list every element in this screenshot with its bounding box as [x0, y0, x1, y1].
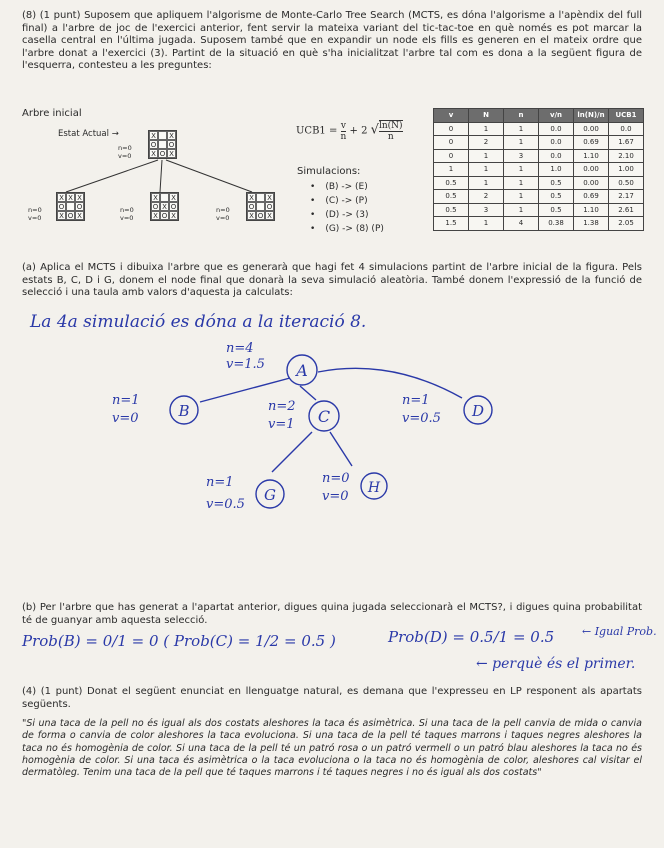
table-cell: 1.67 — [609, 136, 644, 150]
node-b-n: n=1 — [112, 393, 140, 408]
table-cell: 0 — [434, 122, 469, 136]
table-cell: 0.69 — [574, 190, 609, 204]
table-cell: 1 — [469, 163, 504, 177]
table-cell: 2.61 — [609, 203, 644, 217]
node-h-v: v=0 — [322, 489, 349, 504]
question-a: (a) Aplica el MCTS i dibuixa l'arbre que es generarà que hagi fet 4 simulacions partint de l'arbre inicial de la figura. Pels estats B, C, D i G, donem el node final que donarà la seva simulació aleatòria. També donem l'expressió de la funció de selecció i una taula amb valors d'aquesta ja calculats: — [22, 262, 642, 298]
table-cell: 3 — [469, 203, 504, 217]
table-cell: 2 — [469, 190, 504, 204]
ucb1-formula: UCB1 = $\frac{v}{n}$ + 2 √ $\frac{\ln(N)}{n}$ — [296, 120, 403, 142]
node-g-n: n=1 — [206, 475, 234, 490]
table-cell: 1 — [504, 163, 539, 177]
table-header: v — [434, 109, 469, 123]
table-cell: 1 — [504, 122, 539, 136]
table-cell: 1 — [504, 176, 539, 190]
node-c-n: n=2 — [268, 399, 296, 414]
table-cell: 0.5 — [434, 176, 469, 190]
answer-a-handwritten: La 4a simulació es dóna a la iteració 8. — [30, 312, 367, 332]
table-row — [434, 136, 644, 150]
table-cell: 1.5 — [434, 217, 469, 231]
simulation-item: • (B) -> (E) — [310, 180, 384, 194]
natural-language-quote: "Si una taca de la pell no és igual als dos costats aleshores la taca és asimètrica. Si una taca de la pell canvia de mida o canvia de forma o canvia de color aleshores la taca evoluciona. Si una taca de la pell té taques marrons i taques negres aleshores la taca no és homogènia de color. Si una taca de la pell té un patró rosa o un patró vermell o un patró blau aleshores la taca no és homogènia de color. Si una taca és asimètrica o la taca evoluciona o la taca no és homogènia de color, aleshores cal visitar el dermatòleg. Tenim una taca de la pell que té taques marrons i té taques negres i no és igual als dos costats" — [22, 718, 642, 779]
node-c-label: C — [317, 407, 331, 426]
answer-b-handwritten: Prob(B) = 0/1 = 0 ( Prob(C) = 1/2 = 0.5 ) — [22, 632, 336, 650]
simulation-item: • (C) -> (P) — [310, 194, 384, 208]
table-cell: 1 — [504, 190, 539, 204]
table-cell: 2.05 — [609, 217, 644, 231]
table-cell: 0 — [434, 149, 469, 163]
table-cell: 2.17 — [609, 190, 644, 204]
table-row — [434, 122, 644, 136]
node-h-label: H — [367, 480, 381, 496]
node-a-v: v=1.5 — [226, 357, 265, 372]
question-8-intro: (8) (1 punt) Suposem que apliquem l'algorisme de Monte-Carlo Tree Search (MCTS, es dóna l'algorisme a l'apèndix del full final) a l'arbre de joc de l'exercici anterior, fent servir la mateixa variant del tic-tac-toe en què només es pot marcar la casella central en l'última jugada. Suposem també que en expandir un node els fills es generen en el mateix ordre que l'arbre donat a l'exercici (3). Partint de la situació en què s'ha inicialitzat l'arbre tal com es dona a la següent figura de l'esquerra, contesteu a les preguntes: — [22, 10, 642, 71]
table-cell: 0.0 — [609, 122, 644, 136]
table-cell: 0.50 — [609, 176, 644, 190]
answer-d-handwritten: Prob(D) = 0.5/1 = 0.5 — [388, 628, 555, 646]
node-g-label: G — [264, 486, 276, 504]
table-cell: 0.0 — [539, 122, 574, 136]
table-header: UCB1 — [609, 109, 644, 123]
table-cell: 1 — [469, 122, 504, 136]
node-b-v: v=0 — [112, 411, 139, 426]
table-cell: 0.5 — [434, 203, 469, 217]
table-cell: 1 — [469, 149, 504, 163]
table-header: n — [504, 109, 539, 123]
table-cell: 3 — [504, 149, 539, 163]
child-board-c: X X O X O X O X — [150, 192, 179, 221]
mcts-result-tree — [0, 330, 664, 530]
child-board-d: X X O O X O X — [246, 192, 275, 221]
table-cell: 1 — [434, 163, 469, 177]
table-header: N — [469, 109, 504, 123]
table-header: ln(N)/n — [574, 109, 609, 123]
simulation-item: • (G) -> (8) (P) — [310, 222, 384, 236]
note-first: ← perquè és el primer. — [476, 656, 636, 672]
table-cell: 1.38 — [574, 217, 609, 231]
table-cell: 1 — [504, 203, 539, 217]
table-cell: 0.5 — [434, 190, 469, 204]
table-cell: 1.00 — [609, 163, 644, 177]
node-h-n: n=0 — [322, 471, 350, 486]
table-cell: 0.5 — [539, 190, 574, 204]
tree-label: Arbre inicial — [22, 108, 82, 119]
table-cell: 2 — [469, 136, 504, 150]
table-cell: 0.38 — [539, 217, 574, 231]
node-a-label: A — [296, 361, 308, 380]
child-stats-d: n=0 v=0 — [216, 206, 230, 222]
table-cell: 0.0 — [539, 136, 574, 150]
root-stats: n=0 v=0 — [118, 144, 132, 160]
table-body — [434, 122, 644, 230]
table-row — [434, 163, 644, 177]
table-row — [434, 176, 644, 190]
table-cell: 0.0 — [539, 149, 574, 163]
table-cell: 1.0 — [539, 163, 574, 177]
table-cell: 0.00 — [574, 122, 609, 136]
table-row — [434, 190, 644, 204]
child-board-b: X X X O O X O X — [56, 192, 85, 221]
table-cell: 1 — [469, 217, 504, 231]
child-stats-b: n=0 v=0 — [28, 206, 42, 222]
table-cell: 0.00 — [574, 163, 609, 177]
table-cell: 0.5 — [539, 176, 574, 190]
simulations-title: Simulacions: — [297, 166, 361, 177]
table-cell: 1.10 — [574, 149, 609, 163]
table-row — [434, 217, 644, 231]
question-4: (4) (1 punt) Donat el següent enunciat en llenguatge natural, es demana que l'expresseu en LP responent als apartats següents. — [22, 686, 642, 710]
simulations-list — [310, 180, 384, 236]
table-row — [434, 149, 644, 163]
node-d-label: D — [471, 402, 485, 420]
node-b-label: B — [178, 402, 190, 420]
table-cell: 0.00 — [574, 176, 609, 190]
table-cell: 1 — [504, 136, 539, 150]
node-a-n: n=4 — [226, 341, 254, 356]
table-cell: 1 — [469, 176, 504, 190]
node-d-v: v=0.5 — [402, 411, 441, 426]
table-header: v/n — [539, 109, 574, 123]
node-g-v: v=0.5 — [206, 497, 245, 512]
ucb1-table — [433, 108, 644, 231]
table-row — [434, 203, 644, 217]
table-cell: 0 — [434, 136, 469, 150]
estat-actual-label: Estat Actual → — [58, 129, 119, 139]
table-cell: 1.10 — [574, 203, 609, 217]
note-equal-prob: ← Igual Prob. — [582, 625, 657, 638]
root-board: X X O O X O X — [148, 130, 177, 159]
table-cell: 2.10 — [609, 149, 644, 163]
table-cell: 4 — [504, 217, 539, 231]
question-b: (b) Per l'arbre que has generat a l'apartat anterior, digues quina jugada seleccionarà el MCTS?, i digues quina probabilitat té de guanyar amb aquesta selecció. — [22, 602, 642, 626]
simulation-item: • (D) -> (3) — [310, 208, 384, 222]
node-c-v: v=1 — [268, 417, 295, 432]
table-cell: 0.69 — [574, 136, 609, 150]
table-cell: 0.5 — [539, 203, 574, 217]
child-stats-c: n=0 v=0 — [120, 206, 134, 222]
node-d-n: n=1 — [402, 393, 430, 408]
